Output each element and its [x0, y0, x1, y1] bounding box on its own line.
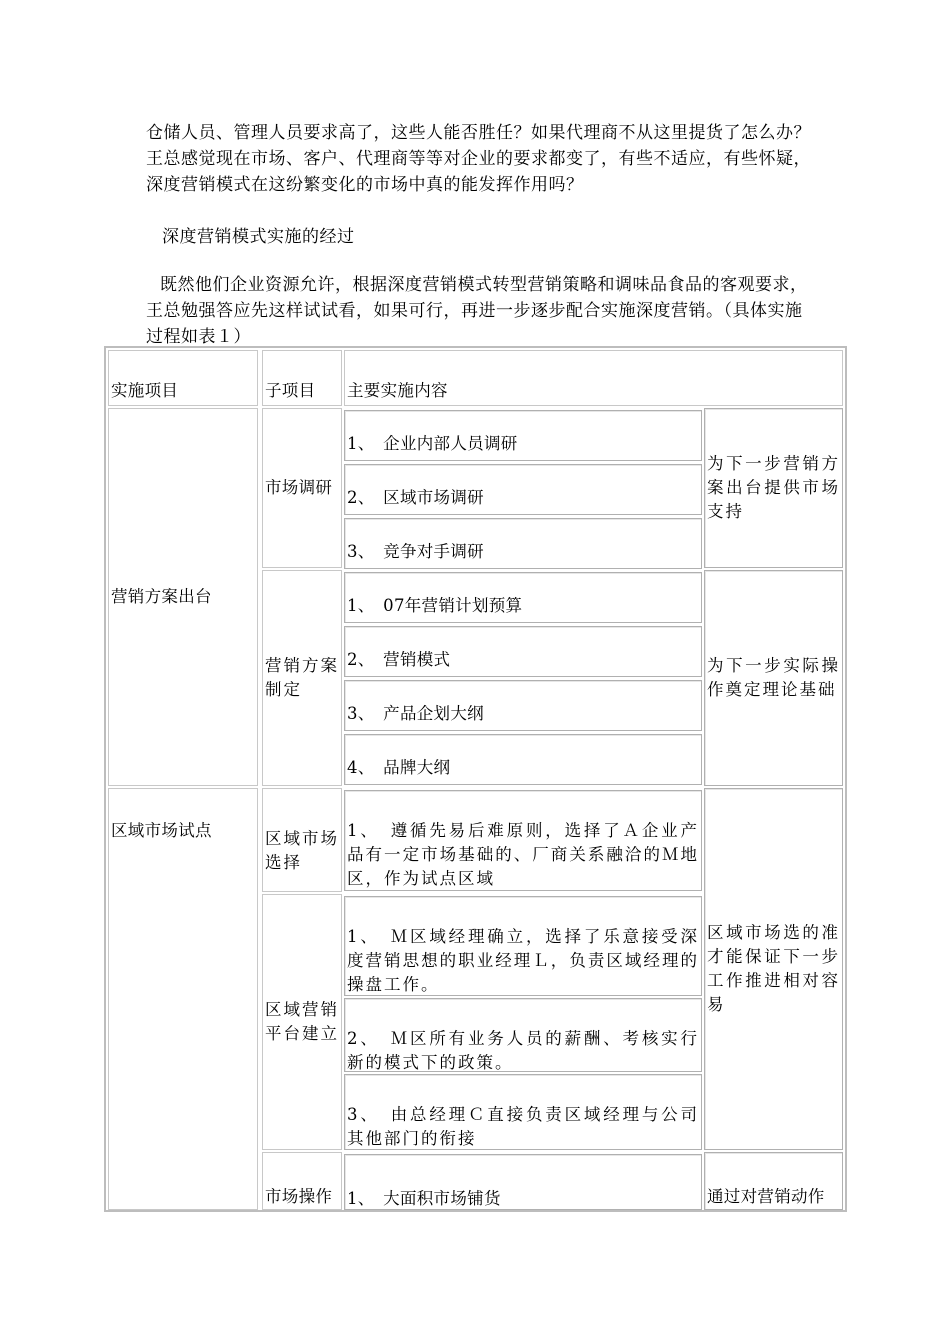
subproject-region-selection: 区域市场选择 — [262, 788, 342, 892]
subproject-market-research: 市场调研 — [262, 408, 342, 568]
content-row: 3、 由总经理Ｃ直接负责区域经理与公司其他部门的衔接 — [344, 1074, 702, 1150]
note-market-support: 为下一步营销方案出台提供市场支持 — [704, 408, 843, 568]
content-row: 1、 07年营销计划预算 — [344, 572, 702, 623]
content-row: 1、 Ｍ区域经理确立，选择了乐意接受深度营销思想的职业经理Ｌ，负责区域经理的操盘工作。 — [344, 896, 702, 996]
intro-paragraph: 仓储人员、管理人员要求高了，这些人能否胜任？如果代理商不从这里提货了怎么办？王总感觉现在市场、客户、代理商等等对企业的要求都变了，有些不适应，有些怀疑，深度营销模式在这纷繁变化的市场中真的能发挥作用吗？ — [146, 123, 811, 195]
subproject-market-operation: 市场操作 — [262, 1152, 342, 1210]
content-row: 2、 营销模式 — [344, 626, 702, 677]
content-row: 3、 产品企划大纲 — [344, 680, 702, 731]
note-theory-foundation: 为下一步实际操作奠定理论基础 — [704, 570, 843, 786]
header-project: 实施项目 — [108, 350, 258, 406]
project-regional-pilot: 区域市场试点 — [108, 788, 258, 1210]
subproject-platform-setup: 区域营销平台建立 — [262, 894, 342, 1150]
content-row: 4、 品牌大纲 — [344, 734, 702, 785]
content-row: 2、 Ｍ区所有业务人员的薪酬、考核实行新的模式下的政策。 — [344, 998, 702, 1072]
note-marketing-actions: 通过对营销动作 — [704, 1152, 843, 1210]
content-row: 3、 竞争对手调研 — [344, 518, 702, 569]
content-row: 1、 企业内部人员调研 — [344, 410, 702, 461]
subproject-plan-formulation: 营销方案制定 — [262, 570, 342, 786]
project-plan-launch: 营销方案出台 — [108, 408, 258, 786]
note-pilot-accuracy: 区域市场选的准才能保证下一步工作推进相对容易 — [704, 788, 843, 1150]
content-row: 1、 大面积市场铺货 — [344, 1154, 702, 1210]
section-heading: 深度营销模式实施的经过 — [162, 227, 355, 247]
header-content: 主要实施内容 — [344, 350, 843, 406]
content-row: 1、 遵循先易后难原则，选择了Ａ企业产品有一定市场基础的、厂商关系融洽的Ｍ地区，作为试点区域 — [344, 790, 702, 891]
implementation-paragraph: 既然他们企业资源允许，根据深度营销模式转型营销策略和调味品食品的客观要求，王总勉强答应先这样试试看，如果可行，再进一步逐步配合实施深度营销。（具体实施过程如表１） — [146, 275, 808, 347]
header-subproject: 子项目 — [262, 350, 342, 406]
implementation-table — [104, 346, 847, 1212]
content-row: 2、 区域市场调研 — [344, 464, 702, 515]
